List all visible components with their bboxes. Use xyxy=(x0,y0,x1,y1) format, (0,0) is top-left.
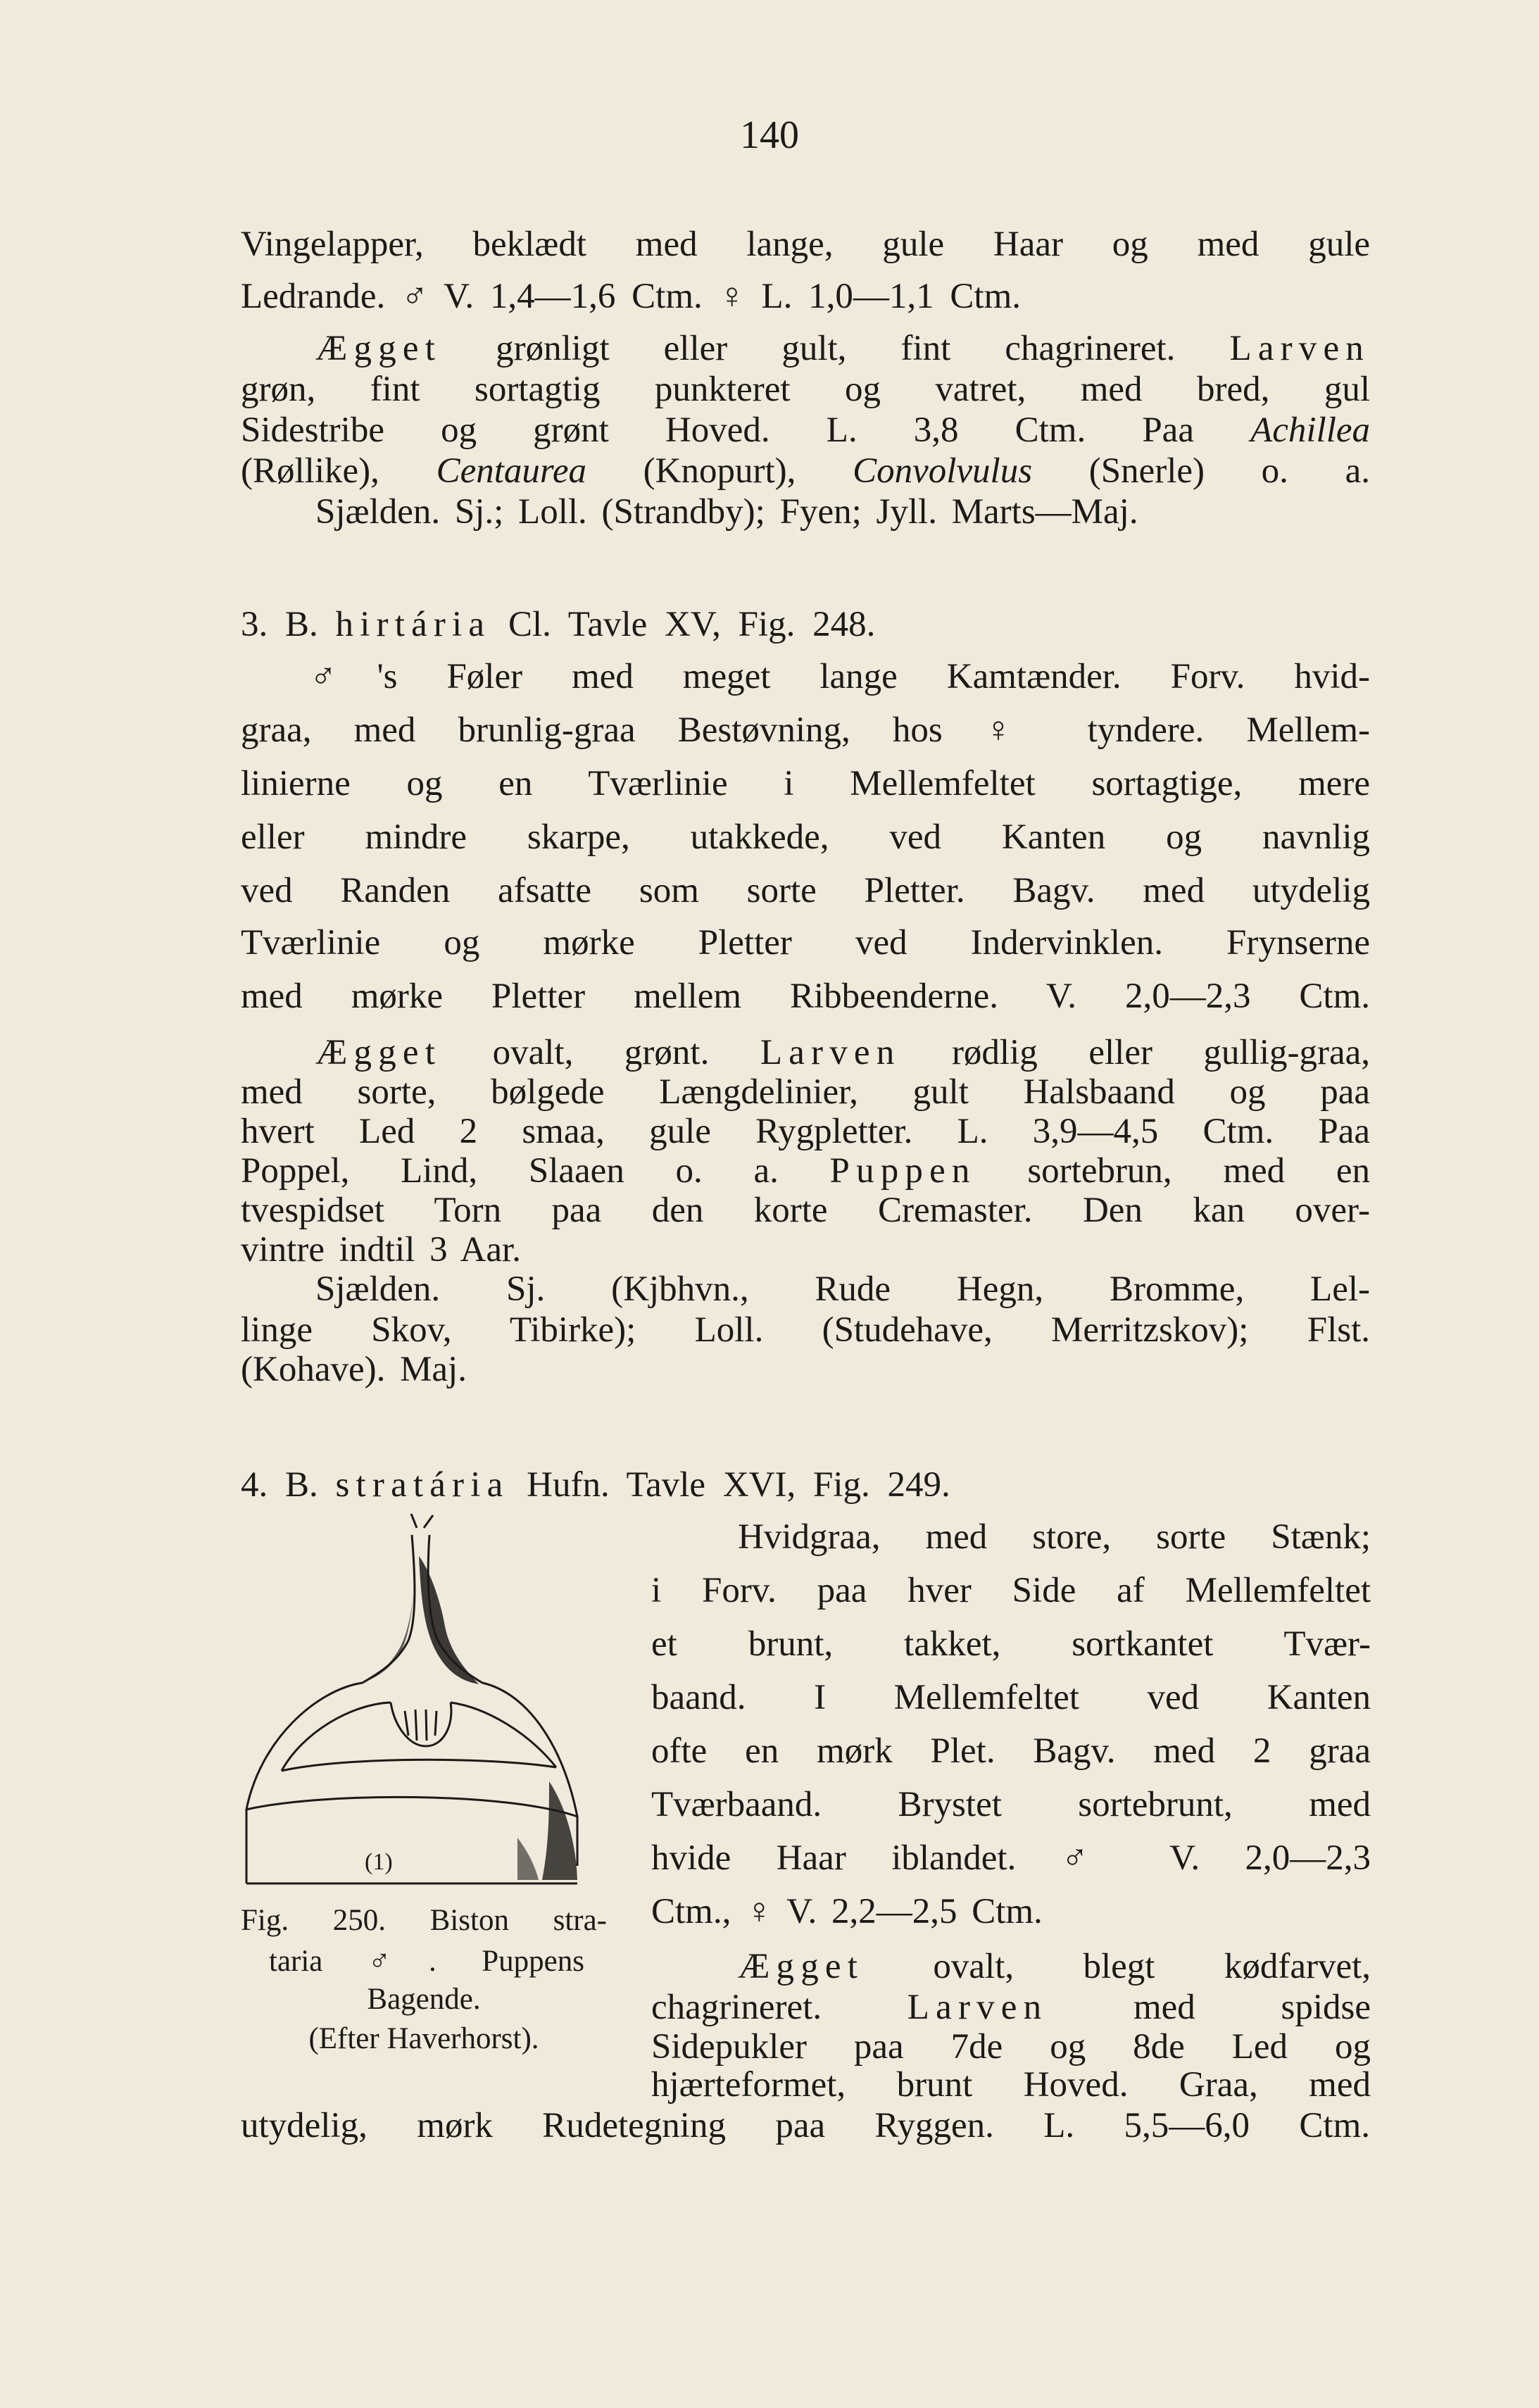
text-line: ofte en mørk Plet. Bagv. med 2 graa xyxy=(651,1731,1371,1771)
section-heading xyxy=(241,1467,950,1503)
figure-label: (1) xyxy=(365,1849,393,1875)
text-line: med mørke Pletter mellem Ribbeenderne. V. 2,0—2,3 Ctm. xyxy=(241,977,1370,1016)
page-number: 140 xyxy=(740,113,799,157)
text-line: Tværbaand. Brystet sortebrunt, med xyxy=(651,1785,1371,1824)
text-line: (Kohave). Maj. xyxy=(241,1350,467,1389)
text-span: (Knopurt), xyxy=(586,451,853,491)
text-span: 3. B. xyxy=(241,605,336,644)
term-aegget: Ægget xyxy=(315,1033,442,1072)
text-line: Tværlinie og mørke Pletter ved Indervinklen. Frynserne xyxy=(241,923,1370,962)
text-line xyxy=(241,453,1370,489)
text-line xyxy=(315,1035,1370,1071)
text-line: Ctm., ♀ V. 2,2—2,5 Ctm. xyxy=(651,1892,1043,1931)
latin-name: Centaurea xyxy=(436,451,586,491)
term-larven: Larven xyxy=(1229,329,1370,368)
text-line xyxy=(241,1153,1370,1189)
text-line: graa, med brunlig-graa Bestøvning, hos ♀ tyndere. Mellem- xyxy=(241,710,1370,750)
text-line: Ledrande. ♂ V. 1,4—1,6 Ctm. ♀ L. 1,0—1,1 Ctm. xyxy=(241,277,1021,316)
figure-pupa-cremaster xyxy=(239,1514,591,1908)
species-name: stratária xyxy=(335,1465,510,1505)
term-aegget: Ægget xyxy=(738,1947,865,1986)
term-puppen: Puppen xyxy=(829,1151,976,1191)
text-line: Sidepukler paa 7de og 8de Led og xyxy=(651,2027,1371,2067)
text-line: Sjælden. Sj. (Kjbhvn., Rude Hegn, Bromme, Lel- xyxy=(315,1269,1370,1309)
text-span: Sidestribe og grønt Hoved. L. 3,8 Ctm. Paa xyxy=(241,410,1251,450)
text-line: linierne og en Tværlinie i Mellemfeltet sortagtige, mere xyxy=(241,764,1370,803)
text-line: Hvidgraa, med store, sorte Stænk; xyxy=(738,1517,1371,1557)
text-line: et brunt, takket, sortkantet Tvær- xyxy=(651,1624,1371,1664)
text-line xyxy=(315,331,1370,367)
text-span: 4. B. xyxy=(241,1465,336,1505)
text-line: hjærteformet, brunt Hoved. Graa, med xyxy=(651,2065,1371,2105)
text-span: Cl. Tavle XV, Fig. 248. xyxy=(491,605,876,644)
text-line: Sjælden. Sj.; Loll. (Strandby); Fyen; Jyll. Marts—Maj. xyxy=(315,492,1138,532)
text-line: i Forv. paa hver Side af Mellemfeltet xyxy=(651,1571,1371,1610)
term-aegget: Ægget xyxy=(315,329,442,368)
figure-caption-line: (Efter Haverhorst). xyxy=(308,2022,539,2055)
text-span: med spidse xyxy=(1048,1988,1371,2027)
text-line: hvert Led 2 smaa, gule Rygpletter. L. 3,9—4,5 Ctm. Paa xyxy=(241,1112,1370,1151)
text-line xyxy=(738,1949,1371,1985)
text-line: utydelig, mørk Rudetegning paa Ryggen. L. 5,5—6,0 Ctm. xyxy=(241,2106,1370,2145)
latin-name: Convolvulus xyxy=(853,451,1033,491)
text-line xyxy=(241,410,1370,450)
text-line: ved Randen afsatte som sorte Pletter. Bagv. med utydelig xyxy=(241,871,1370,910)
figure-caption-line: taria ♂. Puppens xyxy=(269,1945,584,1978)
figure-caption-line: Bagende. xyxy=(367,1983,481,2016)
term-larven: Larven xyxy=(760,1033,901,1072)
text-span: chagrineret. xyxy=(651,1988,907,2027)
text-span: ovalt, grønt. xyxy=(441,1033,760,1072)
latin-name: Achillea xyxy=(1250,410,1370,450)
term-larven: Larven xyxy=(907,1988,1048,2027)
text-span: (Snerle) o. a. xyxy=(1032,451,1370,491)
text-line: tvespidset Torn paa den korte Cremaster. Den kan over- xyxy=(241,1191,1370,1230)
text-line xyxy=(651,1990,1371,2026)
text-span: ovalt, blegt kødfarvet, xyxy=(864,1947,1371,1986)
text-line: vintre indtil 3 Aar. xyxy=(241,1230,521,1269)
text-span: rødlig eller gullig-graa, xyxy=(900,1033,1370,1072)
text-span: (Røllike), xyxy=(241,451,436,491)
text-line: ♂'s Føler med meget lange Kamtænder. Forv. hvid- xyxy=(310,657,1370,696)
text-line: linge Skov, Tibirke); Loll. (Studehave, Merritzskov); Flst. xyxy=(241,1310,1370,1350)
text-line: eller mindre skarpe, utakkede, ved Kanten og navnlig xyxy=(241,817,1370,857)
section-heading xyxy=(241,607,875,643)
species-name: hirtária xyxy=(335,605,491,644)
text-line: Vingelapper, beklædt med lange, gule Haar og med gule xyxy=(241,225,1370,264)
text-line: baand. I Mellemfeltet ved Kanten xyxy=(651,1678,1371,1717)
text-line: grøn, fint sortagtig punkteret og vatret, med bred, gul xyxy=(241,370,1370,409)
figure-caption-line: Fig. 250. Biston stra- xyxy=(241,1904,607,1937)
text-span: sortebrun, med en xyxy=(976,1151,1371,1191)
text-span: grønligt eller gult, fint chagrineret. xyxy=(441,329,1230,368)
text-span: Poppel, Lind, Slaaen o. a. xyxy=(241,1151,830,1191)
text-span: Hufn. Tavle XVI, Fig. 249. xyxy=(509,1465,950,1505)
text-line: hvide Haar iblandet. ♂ V. 2,0—2,3 xyxy=(651,1838,1371,1878)
text-line: med sorte, bølgede Længdelinier, gult Halsbaand og paa xyxy=(241,1072,1370,1112)
